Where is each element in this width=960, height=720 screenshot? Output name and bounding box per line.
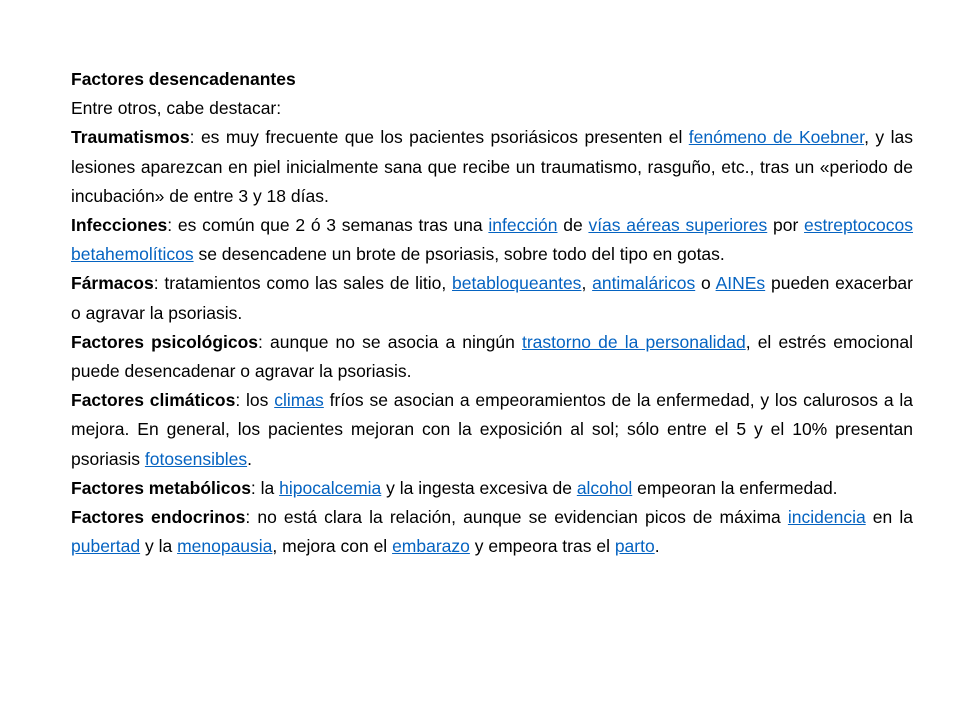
term-link[interactable]: embarazo <box>392 536 470 557</box>
paragraph-text: y la ingesta excesiva de <box>381 477 577 498</box>
term-link[interactable]: menopausia <box>177 536 273 557</box>
paragraph-text: , <box>581 273 593 294</box>
paragraph-text: en la <box>865 507 913 528</box>
intro-line: Entre otros, cabe destacar: <box>71 98 282 119</box>
paragraph-text: : los <box>235 390 275 411</box>
paragraph-text: : la <box>250 477 280 498</box>
paragraph-text: : aunque no se asocia a ningún <box>258 331 522 352</box>
factor-label: Factores climáticos <box>71 390 236 411</box>
factor-paragraph <box>71 211 913 269</box>
factor-list <box>71 123 913 561</box>
term-link[interactable]: estreptococos <box>804 215 913 236</box>
paragraph-text: por <box>767 215 805 236</box>
term-link[interactable]: trastorno de la personalidad <box>521 331 746 352</box>
factor-paragraph <box>71 474 913 503</box>
section-title-text: Factores desencadenantes <box>71 69 296 89</box>
factor-paragraph <box>71 328 913 386</box>
term-link[interactable]: alcohol <box>576 477 633 498</box>
term-link[interactable]: vías aéreas superiores <box>588 215 768 236</box>
factor-label: Traumatismos <box>71 127 190 148</box>
term-link[interactable]: parto <box>614 536 655 557</box>
term-link[interactable]: incidencia <box>787 507 866 528</box>
paragraph-text: , mejora con el <box>272 536 393 557</box>
paragraph-text: y empeora tras el <box>469 536 615 557</box>
text-body <box>71 65 913 561</box>
factor-paragraph <box>71 269 913 327</box>
paragraph-text: : es común que 2 ó 3 semanas tras una <box>167 215 489 236</box>
paragraph-text: : es muy frecuente que los pacientes psoriásicos presenten el <box>189 127 689 148</box>
term-link[interactable]: pubertad <box>71 536 141 557</box>
factor-label: Factores metabólicos <box>71 477 251 498</box>
paragraph-text: : tratamientos como las sales de litio, <box>153 273 453 294</box>
factor-label: Infecciones <box>71 215 168 236</box>
term-link[interactable]: antimaláricos <box>592 273 696 294</box>
factor-label: Factores psicológicos <box>71 331 259 352</box>
factor-paragraph <box>71 123 913 211</box>
factor-label: Fármacos <box>71 273 154 294</box>
paragraph-text: o <box>695 273 716 294</box>
term-link[interactable]: infección <box>488 215 558 236</box>
term-link[interactable]: AINEs <box>715 273 766 294</box>
term-link[interactable]: climas <box>274 390 324 411</box>
factor-label: Factores endocrinos <box>71 507 246 528</box>
term-link[interactable]: betahemolíticos <box>71 244 194 265</box>
term-link[interactable]: fenómeno de Koebner <box>688 127 865 148</box>
paragraph-text: . <box>654 536 660 557</box>
paragraph-text: empeoran la enfermedad. <box>632 477 838 498</box>
factor-paragraph <box>71 503 913 561</box>
term-link[interactable]: betabloqueantes <box>452 273 582 294</box>
paragraph-text: de <box>557 215 589 236</box>
section-title <box>71 65 913 94</box>
paragraph-text: , el estrés emocional puede desencadenar o agravar la psoriasis. <box>71 331 913 382</box>
factor-paragraph <box>71 386 913 474</box>
paragraph-text: y la <box>140 536 178 557</box>
paragraph-text: . <box>247 448 252 469</box>
paragraph-text: : no está clara la relación, aunque se evidencian picos de máxima <box>245 507 788 528</box>
paragraph-text: pueden exacerbar o agravar la psoriasis. <box>71 273 913 323</box>
paragraph-text: , y las lesiones aparezcan en piel inicialmente sana que recibe un traumatismo, rasguño, etc., tras un «periodo de incubación» de entre 3 y 18 días. <box>71 127 913 206</box>
term-link[interactable]: fotosensibles <box>144 448 248 469</box>
paragraph-text: se desencadene un brote de psoriasis, sobre todo del tipo en gotas. <box>193 244 725 265</box>
term-link[interactable]: hipocalcemia <box>279 477 382 498</box>
paragraph-text: fríos se asocian a empeoramientos de la enfermedad, y los calurosos a la mejora. En general, los pacientes mejoran con la exposición al sol; sólo entre el 5 y el 10% presentan psoriasis <box>71 390 913 469</box>
